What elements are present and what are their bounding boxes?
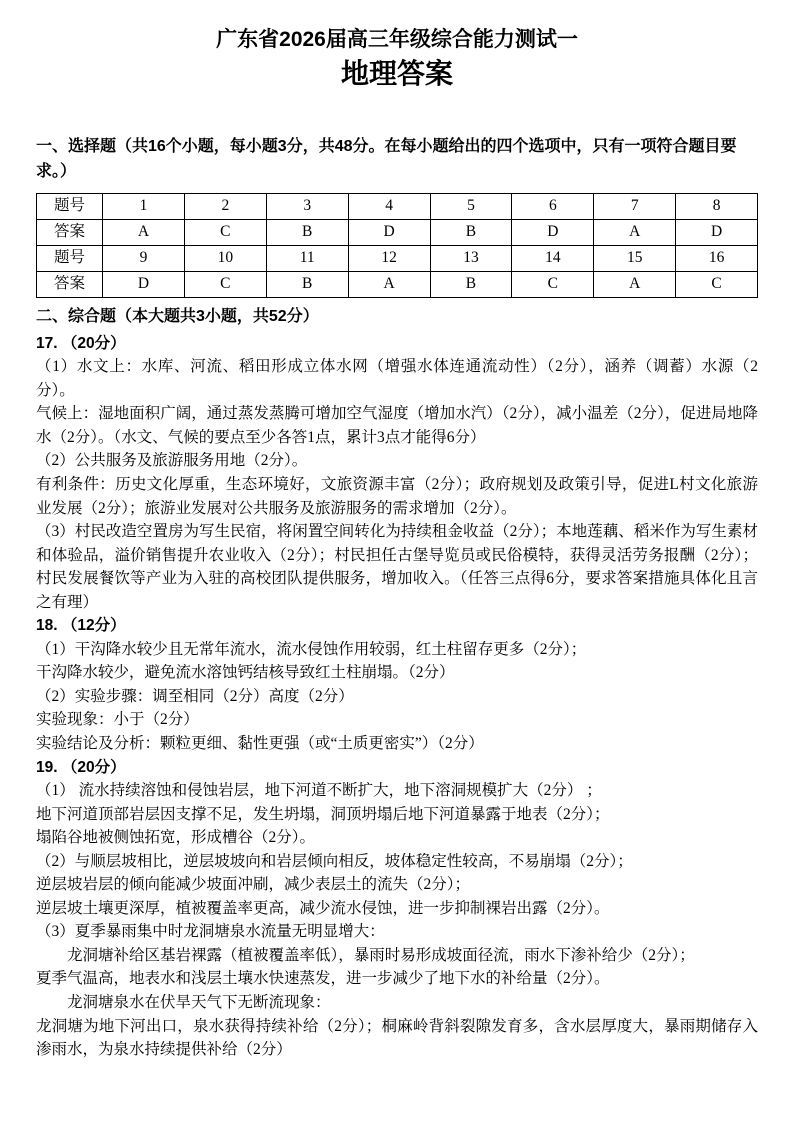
answers-body [36,332,758,1062]
answer-table-cell: A [103,219,185,245]
answer-table-cell: B [430,271,512,297]
document-subtitle: 地理答案 [340,58,453,90]
answer-table-cell: 14 [512,245,594,271]
answer-paragraph: 夏季气温高，地表水和浅层土壤水快速蒸发，进一步减少了地下水的补给量（2分）。 [36,970,610,988]
answer-table-cell: 12 [348,245,430,271]
answer-paragraph: （2）实验步骤：调至相同（2分）高度（2分） [36,687,354,705]
answer-paragraph: （2）公共服务及旅游服务用地（2分）。 [36,452,308,470]
answer-table-cell: 4 [348,193,430,219]
answer-table-cell: 15 [594,245,676,271]
question-heading: 17. （20分） [36,334,126,352]
answer-table-cell: 5 [430,193,512,219]
answer-paragraph: 地下河道顶部岩层因支撑不足，发生坍塌，洞顶坍塌后地下河道暴露于地表（2分）； [36,805,610,823]
answer-table-cell: C [184,219,266,245]
answer-table-cell: D [103,271,185,297]
answer-paragraph: 逆层坡岩层的倾向能减少坡面冲刷，减少表层土的流失（2分）； [36,876,471,894]
question-heading: 19. （20分） [36,758,126,776]
answer-paragraph: 逆层坡土壤更深厚，植被覆盖率更高，减少流水侵蚀，进一步抑制裸岩出露（2分）。 [36,899,610,917]
answer-table-label-cell: 答案 [37,219,103,245]
answer-paragraph: 实验现象：小于（2分） [36,711,199,729]
answer-table-label-cell: 题号 [37,245,103,271]
answer-table-cell: B [430,219,512,245]
answer-paragraph: 干沟降水较少，避免流水溶蚀钙结核导致红土柱崩塌。（2分） [36,664,455,682]
answer-paragraph: （3）夏季暴雨集中时龙洞塘泉水流量无明显增大： [36,923,385,941]
answer-table-cell: C [676,271,758,297]
answer-table-cell: C [184,271,266,297]
answer-table-row [37,219,758,245]
answer-table-cell: A [594,271,676,297]
answer-table-cell: 8 [676,193,758,219]
answer-paragraph: 实验结论及分析：颗粒更细、黏性更强（或“土质更密实”）（2分） [36,734,484,752]
answer-table-cell: 1 [103,193,185,219]
answer-table-cell: D [676,219,758,245]
answer-paragraph: 龙洞塘泉水在伏旱天气下无断流现象： [67,994,331,1011]
answer-paragraph: 有利条件：历史文化厚重，生态环境好，文旅资源丰富（2分）；政府规划及政策引导，促进L村文化旅游业发展（2分）；旅游业发展对公共服务及旅游服务的需求增加（2分）。 [36,475,758,517]
answer-table-cell: D [348,219,430,245]
answer-paragraph: 龙洞塘为地下河出口，泉水获得持续补给（2分）；桐麻岭背斜裂隙发育多，含水层厚度大，暴雨期储存入渗雨水，为泉水持续提供补给（2分） [36,1017,758,1059]
answer-table-cell: 7 [594,193,676,219]
answer-paragraph: （1）水文上：水库、河流、稻田形成立体水网（增强水体连通流动性）（2分），涵养（调蓄）水源（2分）。 [36,358,758,399]
answer-paragraph: 龙洞塘补给区基岩裸露（植被覆盖率低），暴雨时易形成坡面径流，雨水下渗补给少（2分）； [67,946,695,964]
answer-table-row [37,271,758,297]
answer-table-cell: B [266,271,348,297]
section1-heading: 一、选择题（共16个小题，每小题3分，共48分。在每小题给出的四个选项中，只有一项符合题目要求。） [36,138,737,181]
answer-table-cell: 10 [184,245,266,271]
document-title: 广东省2026届高三年级综合能力测试一 [216,28,578,51]
question-heading: 18. （12分） [36,617,126,635]
answer-table-label-cell: 答案 [37,271,103,297]
answer-paragraph: （1）干沟降水较少且无常年流水，流水侵蚀作用较弱，红土柱留存更多（2分）； [36,640,587,658]
answer-table-cell: D [512,219,594,245]
answer-paragraph: 气候上：湿地面积广阔，通过蒸发蒸腾可增加空气湿度（增加水汽）（2分），减小温差（2分），促进局地降水（2分）。（水文、气候的要点至少各答1点，累计3点才能得6分） [36,405,758,446]
answer-table-cell: B [266,219,348,245]
answer-table-cell: 3 [266,193,348,219]
answer-table-label-cell: 题号 [37,193,103,219]
answer-table-cell: 2 [184,193,266,219]
answer-table-cell: 16 [676,245,758,271]
section2-heading: 二、综合题（本大题共3小题，共52分） [36,307,319,325]
answer-paragraph: （2）与顺层坡相比，逆层坡坡向和岩层倾向相反，坡体稳定性较高，不易崩塌（2分）； [36,852,633,870]
answer-table-row [37,193,758,219]
answer-table-cell: A [594,219,676,245]
answer-table-cell: C [512,271,594,297]
answer-paragraph: 塌陷谷地被侧蚀拓宽，形成槽谷（2分）。 [36,829,316,847]
answer-table-cell: 6 [512,193,594,219]
answer-paragraph: （1） 流水持续溶蚀和侵蚀岩层，地下河道不断扩大，地下溶洞规模扩大（2分） ； [36,782,602,800]
answer-table-cell: 13 [430,245,512,271]
answer-table-cell: 9 [103,245,185,271]
answer-table-cell: A [348,271,430,297]
answer-table [36,193,758,298]
answer-paragraph: （3）村民改造空置房为写生民宿，将闲置空间转化为持续租金收益（2分）；本地莲藕、稻米作为写生素材和体验品，溢价销售提升农业收入（2分）；村民担任古堡导览员或民俗模特，获得灵活劳务报酬（2分）；村民发展餐饮等产业为入驻的高校团队提供服务，增加收入。（任答三点得6分，要求答案措施具体化且言之有理） [36,523,758,611]
answer-table-row [37,245,758,271]
answer-table-cell: 11 [266,245,348,271]
